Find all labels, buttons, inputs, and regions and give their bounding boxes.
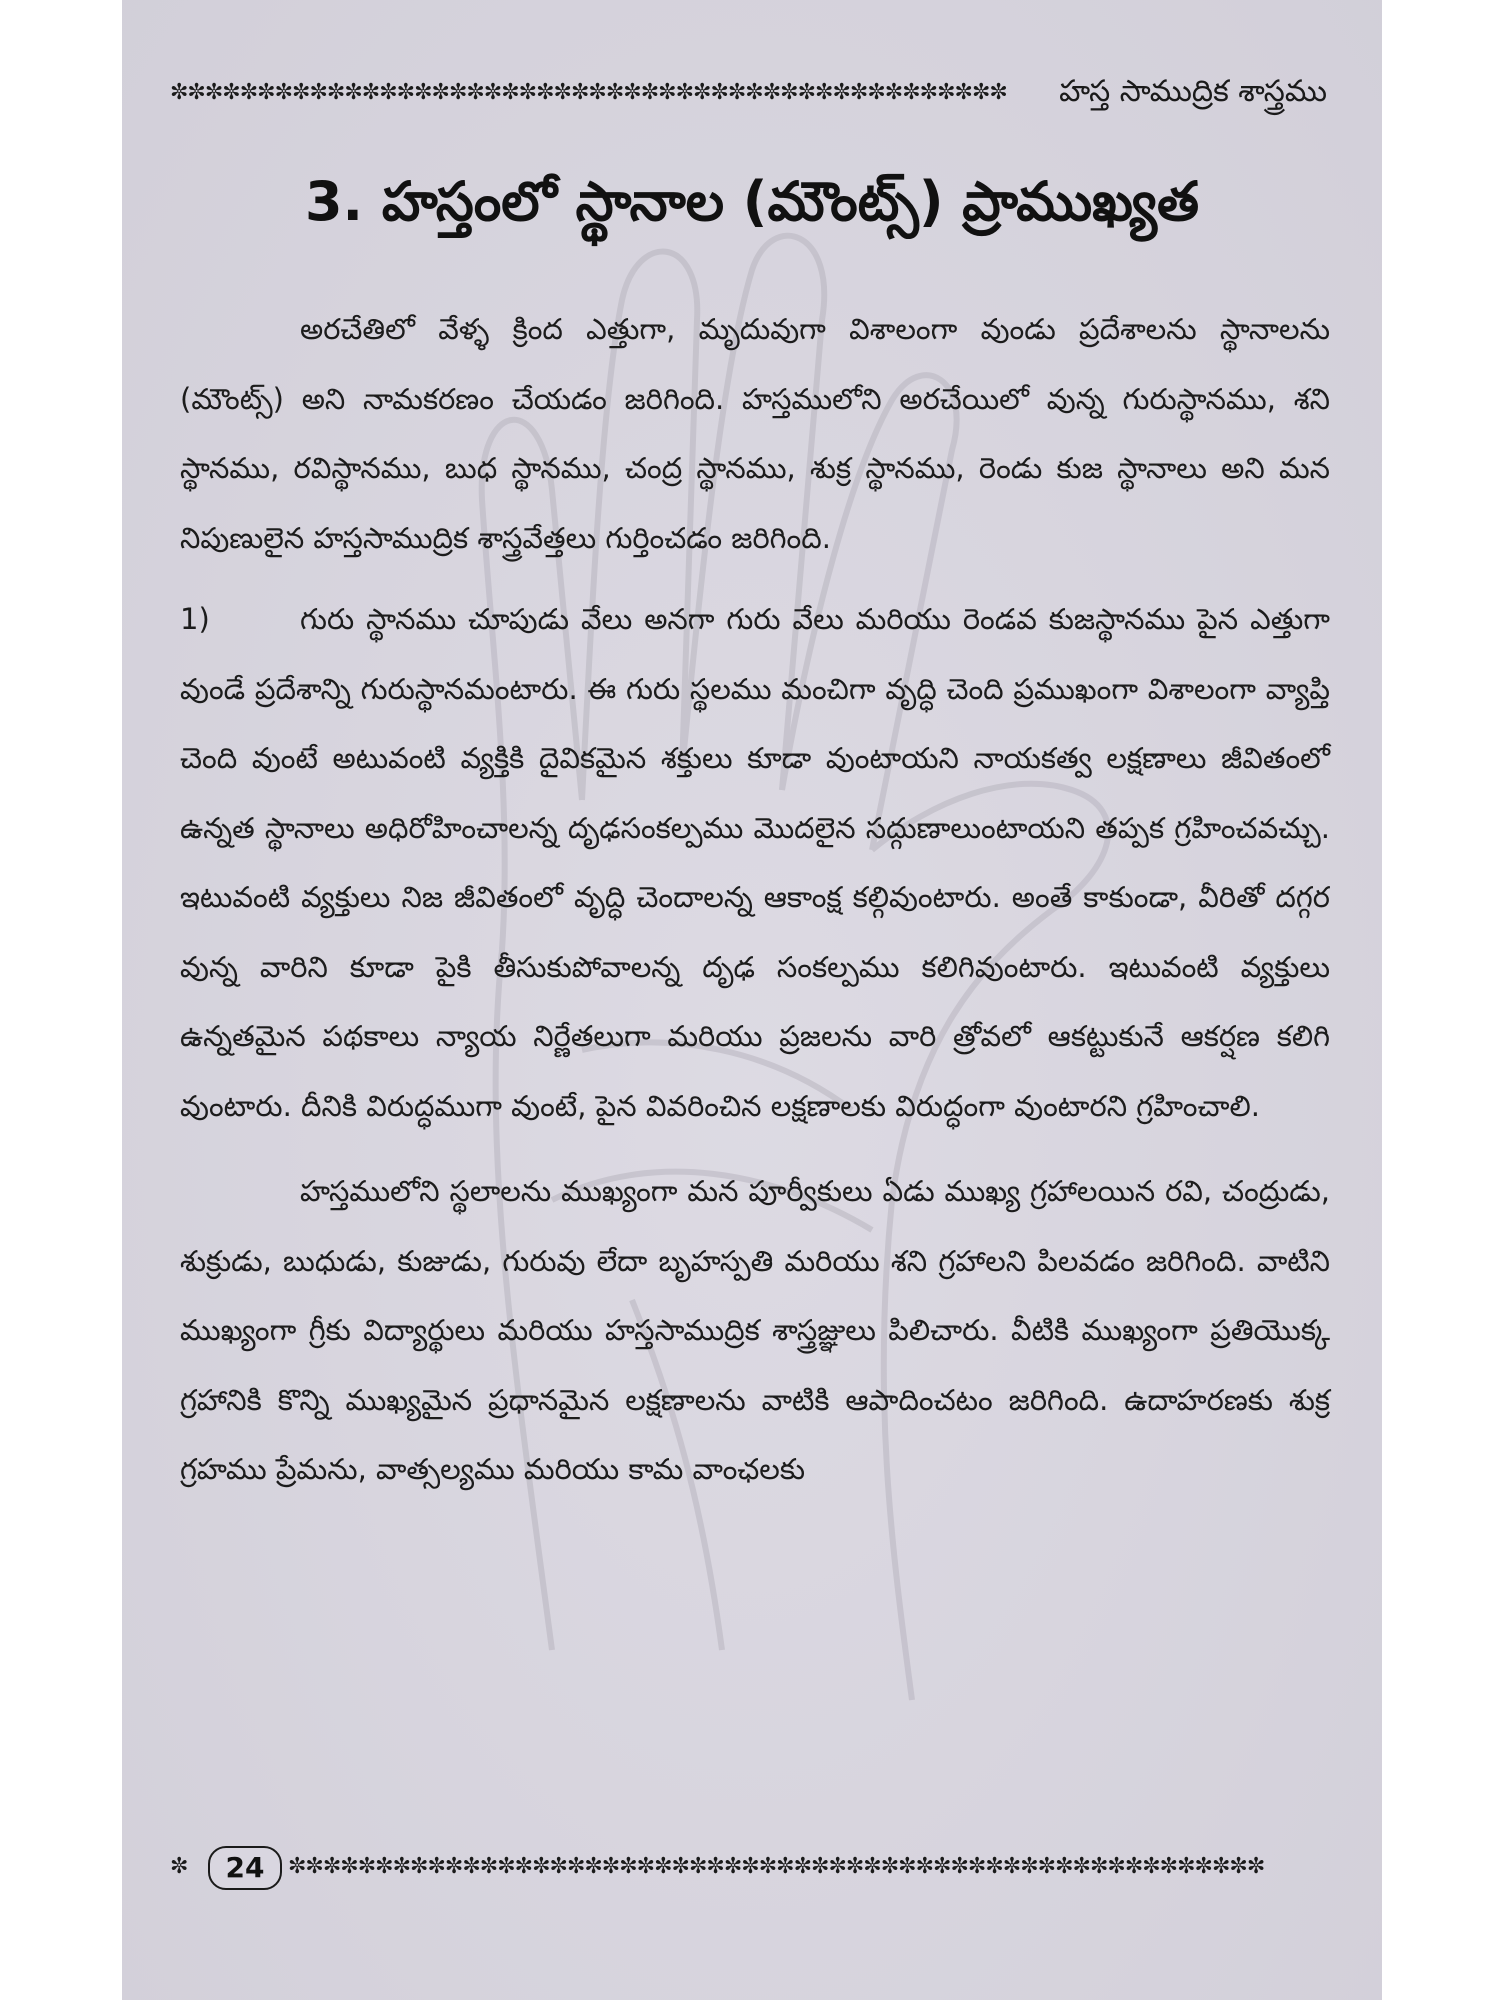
list-number: 1): [180, 602, 210, 636]
chapter-title: 3. హస్తంలో స్థానాల (మౌంట్స్) ప్రాముఖ్యత: [304, 170, 1200, 233]
page-number: 24: [208, 1846, 282, 1890]
top-ornament-border: ✼✼✼✼✼✼✼✼✼✼✼✼✼✼✼✼✼✼✼✼✼✼✼✼✼✼✼✼✼✼✼✼✼✼✼✼✼✼✼✼✼✼✼✼✼✼✼✼: [170, 80, 1007, 105]
ornament-right: ✼✼✼✼✼✼✼✼✼✼✼✼✼✼✼✼✼✼✼✼✼✼✼✼✼✼✼✼✼✼✼✼✼✼✼✼✼✼✼✼✼✼✼✼✼✼✼✼✼✼✼✼✼✼✼✼: [288, 1854, 1265, 1879]
paragraph-guru-mount: [180, 585, 1330, 1141]
book-page: [122, 0, 1382, 2000]
ornament-left: ✼: [170, 1854, 189, 1879]
paragraph-guru-mount-text: గురు స్థానము చూపుడు వేలు అనగా గురు వేలు మరియు రెండవ కుజస్థానము పైన ఎత్తుగా వుండే ప్రదేశాన్ని గురుస్థానమంటారు. ఈ గురు స్థలము మంచిగా వృద్ధి చెంది ప్రముఖంగా విశాలంగా వ్యాప్తి చెంది వుంటే అటువంటి వ్యక్తికి దైవికమైన శక్తులు కూడా వుంటాయని నాయకత్వ లక్షణాలు జీవితంలో ఉన్నత స్థానాలు అధిరోహించాలన్న దృఢసంకల్పము మొదలైన సద్గుణాలుంటాయని తప్పక గ్రహించవచ్చు. ఇటువంటి వ్యక్తులు నిజ జీవితంలో వృద్ధి చెందాలన్న ఆకాంక్ష కల్గివుంటారు. అంతే కాకుండా, వీరితో దగ్గర వున్న వారిని కూడా పైకి తీసుకుపోవాలన్న దృఢ సంకల్పము కలిగివుంటారు. ఇటువంటి వ్యక్తులు ఉన్నతమైన పథకాలు న్యాయ నిర్ణేతలుగా మరియు ప్రజలను వారి త్రోవలో ఆకట్టుకునే ఆకర్షణ కలిగి వుంటారు. దీనికి విరుద్ధముగా వుంటే, పైన వివరించిన లక్షణాలకు విరుద్ధంగా వుంటారని గ్రహించాలి.: [180, 602, 1330, 1123]
body-text: [180, 295, 1330, 1505]
bottom-ornament-border: [170, 1850, 1330, 1886]
paragraph-intro: అరచేతిలో వేళ్ళ క్రింద ఎత్తుగా, మృదువుగా విశాలంగా వుండు ప్రదేశాలను స్థానాలను (మౌంట్స్) అని నామకరణం చేయడం జరిగింది. హస్తములోని అరచేయిలో వున్న గురుస్థానము, శని స్థానము, రవిస్థానము, బుధ స్థానము, చంద్ర స్థానము, శుక్ర స్థానము, రెండు కుజ స్థానాలు అని మన నిపుణులైన హస్తసాముద్రిక శాస్త్రవేత్తలు గుర్తించడం జరిగింది.: [180, 312, 1330, 555]
running-head: హస్త సాముద్రిక శాస్త్రము: [1059, 74, 1327, 109]
paragraph-planets: హస్తములోని స్థలాలను ముఖ్యంగా మన పూర్వీకులు ఏడు ముఖ్య గ్రహాలయిన రవి, చంద్రుడు, శుక్రుడు, బుధుడు, కుజుడు, గురువు లేదా బృహస్పతి మరియు శని గ్రహాలని పిలవడం జరిగింది. వాటిని ముఖ్యంగా గ్రీకు విద్యార్థులు మరియు హస్తసాముద్రిక శాస్త్రజ్ఞులు పిలిచారు. వీటికి ముఖ్యంగా ప్రతియొక్క గ్రహానికి కొన్ని ముఖ్యమైన ప్రధానమైన లక్షణాలను వాటికి ఆపాదించటం జరిగింది. ఉదాహరణకు శుక్ర గ్రహము ప్రేమను, వాత్సల్యము మరియు కామ వాంఛలకు: [180, 1174, 1330, 1486]
